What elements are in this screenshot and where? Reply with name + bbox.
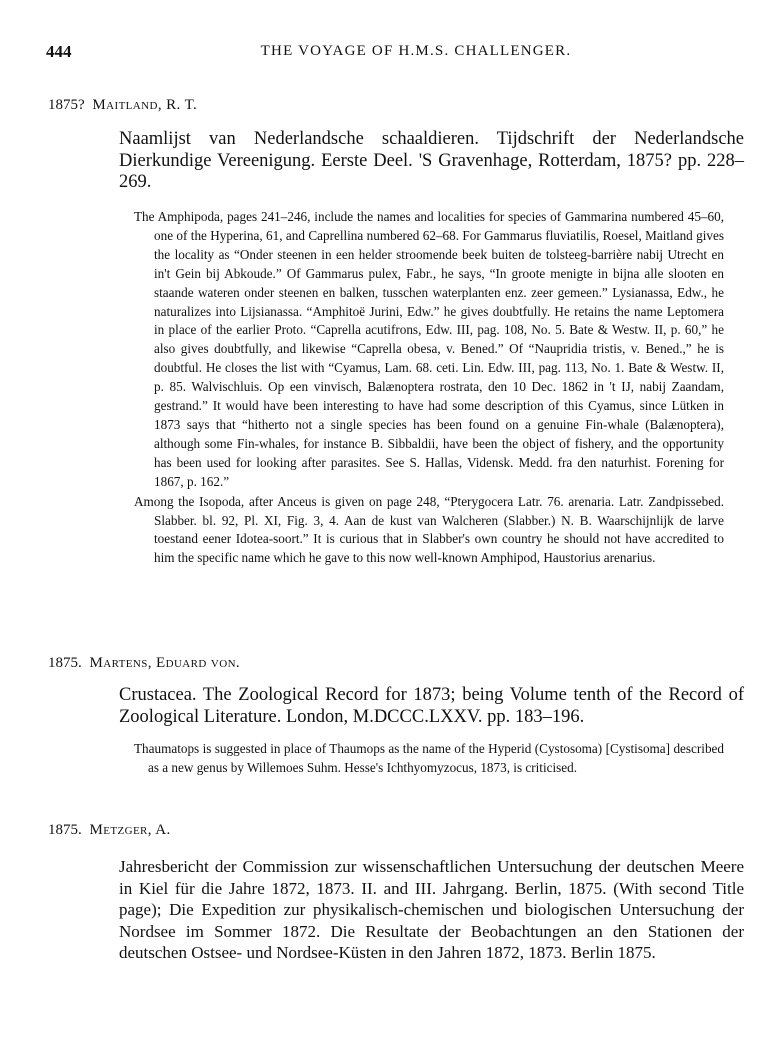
entry-title-metzger: Jahresbericht der Commission zur wissenschaftlichen Untersuchung der deutschen Meere in Kiel für die Jahre 1872, 1873. II. and III. Jahrgang. Berlin, 1875. (With second Title page); Die Expedition zur physikalisch-chemischen und biologischen Untersuchung der Nordsee im Sommer 1872. Die Resultate der Beobachtungen an den Stationen der deutschen Ostsee- und Nordsee-Küsten in den Jahren 1872, 1873. Berlin 1875. xyxy=(119,857,744,962)
abstract-paragraph-isopoda: Among the Isopoda, after Anceus is given on page 248, “Pterygocera Latr. 76. arenaria. Latr. Zandpissebed. Slabber. bl. 92, Pl. XI, Fig. 3, 4. Aan de kust van Walcheren (Slabber.) N. B. Waarschijnlijk de larve toestand eener Idotea-soort.” It is curious that in Slabber's own country he should not have accredited to him the specific name which he gave to this now well-known Amphipod, Haustorius arenarius. xyxy=(134,493,724,566)
page-number: 444 xyxy=(46,42,72,61)
running-title: THE VOYAGE OF H.M.S. CHALLENGER. xyxy=(260,43,572,59)
entry-title-martens: Crustacea. The Zoological Record for 1873; being Volume tenth of the Record of Zoological Literature. London, M.DCCC.LXXV. pp. 183–196. xyxy=(119,685,744,727)
abstract-paragraph-amphipoda: The Amphipoda, pages 241–246, include the names and localities for species of Gammarina numbered 45–60, one of the Hyperina, 61, and Caprellina numbered 62–68. For Gammarus fluviatilis, Roesel, Maitland gives the locality as “Onder steenen in een helder stroomende beek buiten de tolsteeg-barrière nabij Utrecht en in't Gein bij Abkoude.” Of Gammarus pulex, Fabr., he says, “In groote menigte in bijna alle slooten en staande wateren onder steenen en balken, tusschen waterplanten enz. zeer gemeen.” Lysianassa, Edw., he naturalizes into Lijsianassa. “Amphitoë Jurini, Edw.” he gives doubtfully. He retains the name Leptomera in place of the earlier Proto. “Caprella acutifrons, Edw. III, pag. 108, No. 5. Bate & Westw. II, p. 60,” he also gives doubtfully, and likewise “Caprella obesa, v. Bened.” Of “Naupridia tristis, v. Bened.,” he is doubtful. He closes the list with “Cyamus, Lam. 68. ceti. Lin. Edw. III, pag. 113, No. 1. Bate & Westw. II, p. 85. Walvischluis. Op een vinvisch, Balænoptera rostrata, den 10 Dec. 1862 in 't IJ, nabij Zaandam, gestrand.” It would have been interesting to have had some description of this Cyamus, since Lütken in 1873 says that “hitherto not a single species has been found on a genuine Fin-whale (Balænoptera), although some Fin-whales, for instance B. Sibbaldii, have been the object of fishery, and the opportunity has been used for looking after parasites. See S. Hallas, Vidensk. Medd. fra den naturhist. Forening for 1867, p. 162.” xyxy=(134,209,724,489)
entry-title-maitland: Naamlijst van Nederlandsche schaaldieren. Tijdschrift der Nederlandsche Dierkundige Vereenigung. Eerste Deel. 'S Gravenhage, Rotterdam, 1875? pp. 228–269. xyxy=(119,129,744,192)
entry-abstract-maitland xyxy=(134,208,724,568)
entry-year: 1875. xyxy=(48,822,82,838)
entry-year: 1875. xyxy=(48,655,82,671)
entry-author: Martens, Eduard von. xyxy=(89,655,241,671)
entry-heading-martens xyxy=(48,655,240,672)
abstract-paragraph: Thaumatops is suggested in place of Thaumops as the name of the Hyperid (Cystosoma) [Cystisoma] described as a new genus by Willemoes Suhm. Hesse's Ichthyomyzocus, 1873, is criticised. xyxy=(134,741,724,775)
entry-heading-maitland xyxy=(48,97,197,114)
entry-author: Metzger, A. xyxy=(89,822,171,838)
entry-abstract-martens xyxy=(134,740,724,778)
entry-heading-metzger xyxy=(48,822,171,839)
entry-author: Maitland, R. T. xyxy=(92,97,198,113)
page-header xyxy=(46,42,746,66)
entry-year: 1875? xyxy=(48,97,85,113)
